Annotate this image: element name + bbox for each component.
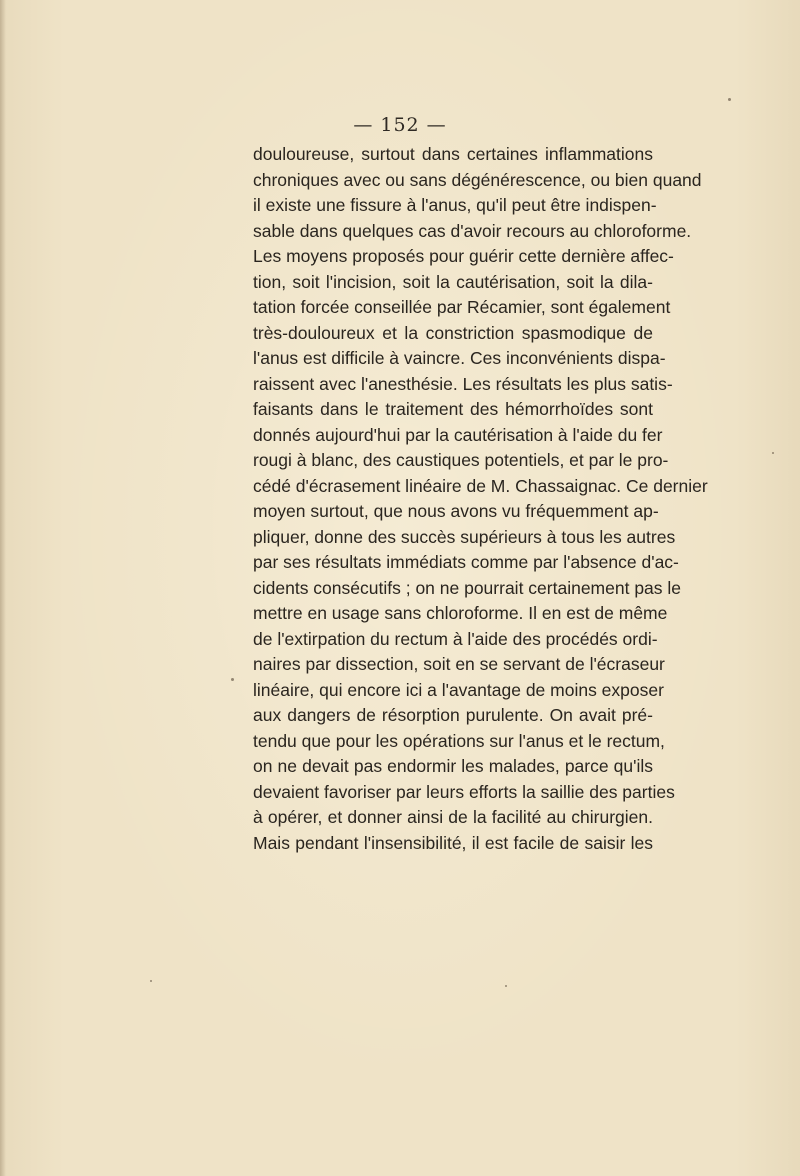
paper-speck [231,678,234,681]
text-line: aux dangers de résorption purulente. On avait pré- [253,705,653,725]
paper-speck [505,985,507,987]
text-line: douloureuse, surtout dans certaines inflammations [253,144,653,164]
text-line: raissent avec l'anesthésie. Les résultats les plus satis- [253,373,673,394]
body-text [253,142,708,856]
text-line: tation forcée conseillée par Récamier, sont également [253,297,671,317]
page-edge-shadow [0,0,6,1176]
text-line: par ses résultats immédiats comme par l'absence d'ac- [253,552,679,572]
text-line: il existe une fissure à l'anus, qu'il peut être indispen- [253,195,657,215]
text-line: cédé d'écrasement linéaire de M. Chassaignac. Ce dernier [253,475,708,496]
text-line: faisants dans le traitement des hémorrhoïdes sont [253,399,653,419]
text-line: Mais pendant l'insensibilité, il est facile de saisir les [253,832,653,853]
text-line: pliquer, donne des succès supérieurs à tous les autres [253,526,676,547]
text-line: tion, soit l'incision, soit la cautérisation, soit la dila- [253,271,653,292]
paper-speck [150,980,152,982]
text-line: à opérer, et donner ainsi de la facilité au chirurgien. [253,807,653,827]
text-line: naires par dissection, soit en se servant de l'écraseur [253,654,665,674]
text-line: sable dans quelques cas d'avoir recours au chloroforme. [253,220,692,241]
text-line: Les moyens proposés pour guérir cette dernière affec- [253,246,674,266]
text-line: on ne devait pas endormir les malades, parce qu'ils [253,756,653,776]
text-line: mettre en usage sans chloroforme. Il en est de même [253,603,668,623]
text-line: tendu que pour les opérations sur l'anus et le rectum, [253,730,665,751]
text-line: chroniques avec ou sans dégénérescence, ou bien quand [253,169,702,190]
text-line: cidents consécutifs ; on ne pourrait certainement pas le [253,577,682,598]
text-line: moyen surtout, que nous avons vu fréquemment ap- [253,501,659,521]
text-line: rougi à blanc, des caustiques potentiels, et par le pro- [253,450,669,470]
page-number: — 152 — [353,114,447,136]
text-line: de l'extirpation du rectum à l'aide des procédés ordi- [253,628,658,649]
text-line: donnés aujourd'hui par la cautérisation à l'aide du fer [253,424,663,445]
text-line: devaient favoriser par leurs efforts la saillie des parties [253,781,675,802]
text-line: linéaire, qui encore ici a l'avantage de moins exposer [253,679,664,700]
paper-speck [772,452,774,454]
text-line: l'anus est difficile à vaincre. Ces inconvénients dispa- [253,348,666,368]
paper-speck [728,98,731,101]
text-line: très-douloureux et la constriction spasmodique de [253,322,653,343]
